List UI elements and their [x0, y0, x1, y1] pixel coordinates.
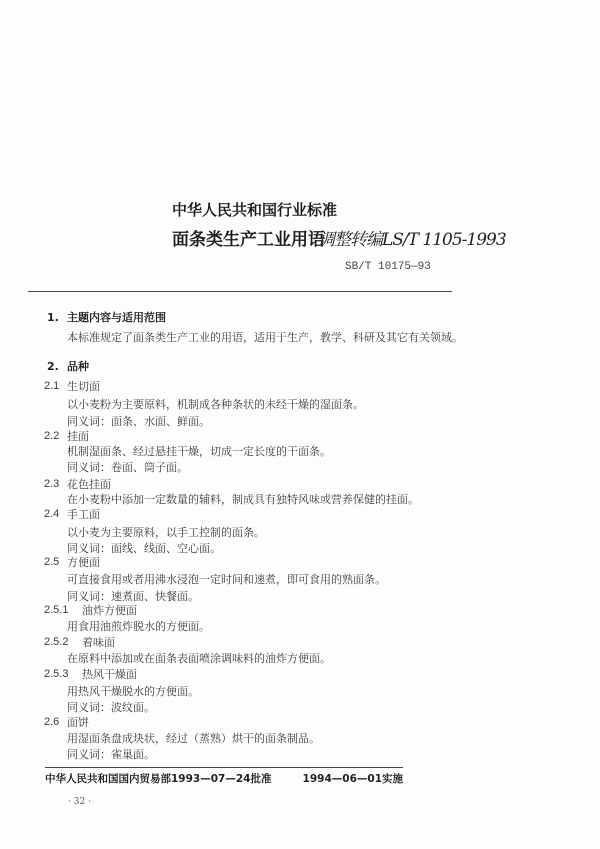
term-synonyms: 同义词：卷面、筒子面。: [67, 461, 188, 474]
term-definition: 可直接食用或者用沸水浸泡一定时间和速煮，即可食用的熟面条。: [67, 573, 386, 586]
term-synonyms: 同义词：面条、水面、鲜面。: [67, 415, 210, 428]
footer-divider: [45, 767, 403, 768]
document-title: 面条类生产工业用语: [172, 230, 325, 250]
term-number: 2.1: [44, 380, 60, 392]
term-number: 2.5.2: [44, 636, 69, 648]
effective-date: 1994—06—01实施: [302, 773, 403, 785]
term-number: 2.2: [44, 430, 60, 442]
term-definition: 用热风干燥脱水的方便面。: [67, 685, 199, 698]
term-definition: 在小麦粉中添加一定数量的辅料，制成具有独特风味或营养保健的挂面。: [67, 493, 419, 506]
term-definition: 机制湿面条、经过悬挂干燥，切成一定长度的干面条。: [67, 445, 331, 458]
term-definition: 在原料中添加或在面条表面喷涂调味料的油炸方便面。: [67, 652, 331, 665]
term-title: 挂面: [67, 430, 89, 443]
term-number: 2.5.1: [44, 604, 69, 616]
term-number: 2.5: [44, 556, 60, 568]
term-title: 着味面: [82, 636, 115, 649]
term-number: 2.4: [44, 508, 60, 520]
section-1-title: 主题内容与适用范围: [67, 311, 166, 324]
term-definition: 以小麦粉为主要原料，机制成各种条状的未经干燥的湿面条。: [67, 398, 364, 411]
section-1-number: 1.: [47, 311, 59, 324]
term-title: 花色挂面: [67, 478, 111, 491]
term-definition: 以小麦为主要原料，以手工控制的面条。: [67, 526, 265, 539]
standard-code: SB/T 10175—93: [345, 261, 431, 273]
term-synonyms: 同义词：面线、线面、空心面。: [67, 542, 221, 555]
header-divider: [28, 291, 452, 292]
term-definition: 用湿面条盘成块状，经过（蒸熟）烘干的面条制品。: [67, 732, 320, 745]
term-title: 油炸方便面: [82, 604, 137, 617]
term-number: 2.6: [44, 716, 60, 728]
term-title: 热风干燥面: [82, 668, 137, 681]
term-synonyms: 同义词：雀巢面。: [67, 748, 155, 761]
term-synonyms: 同义词：波纹面。: [67, 701, 155, 714]
approval-date: 中华人民共和国国内贸易部1993—07—24批准: [45, 773, 272, 785]
term-title: 生切面: [67, 380, 100, 393]
term-title: 方便面: [67, 556, 100, 569]
term-title: 手工面: [67, 508, 100, 521]
term-definition: 用食用油煎炸脱水的方便面。: [67, 620, 210, 633]
page-number: · 32 ·: [68, 797, 91, 807]
section-1-text: 本标准规定了面条类生产工业的用语，适用于生产，教学、科研及其它有关领域。: [67, 331, 463, 344]
standard-category: 中华人民共和国行业标准: [172, 201, 338, 219]
term-title: 面饼: [67, 716, 89, 729]
handwritten-note: 调整转编LS/T 1105-1993: [318, 230, 506, 250]
section-2-title: 品种: [67, 360, 89, 373]
section-2-number: 2.: [47, 360, 59, 373]
term-synonyms: 同义词：速煮面、快餐面。: [67, 590, 199, 603]
term-number: 2.3: [44, 478, 60, 490]
term-number: 2.5.3: [44, 668, 69, 680]
